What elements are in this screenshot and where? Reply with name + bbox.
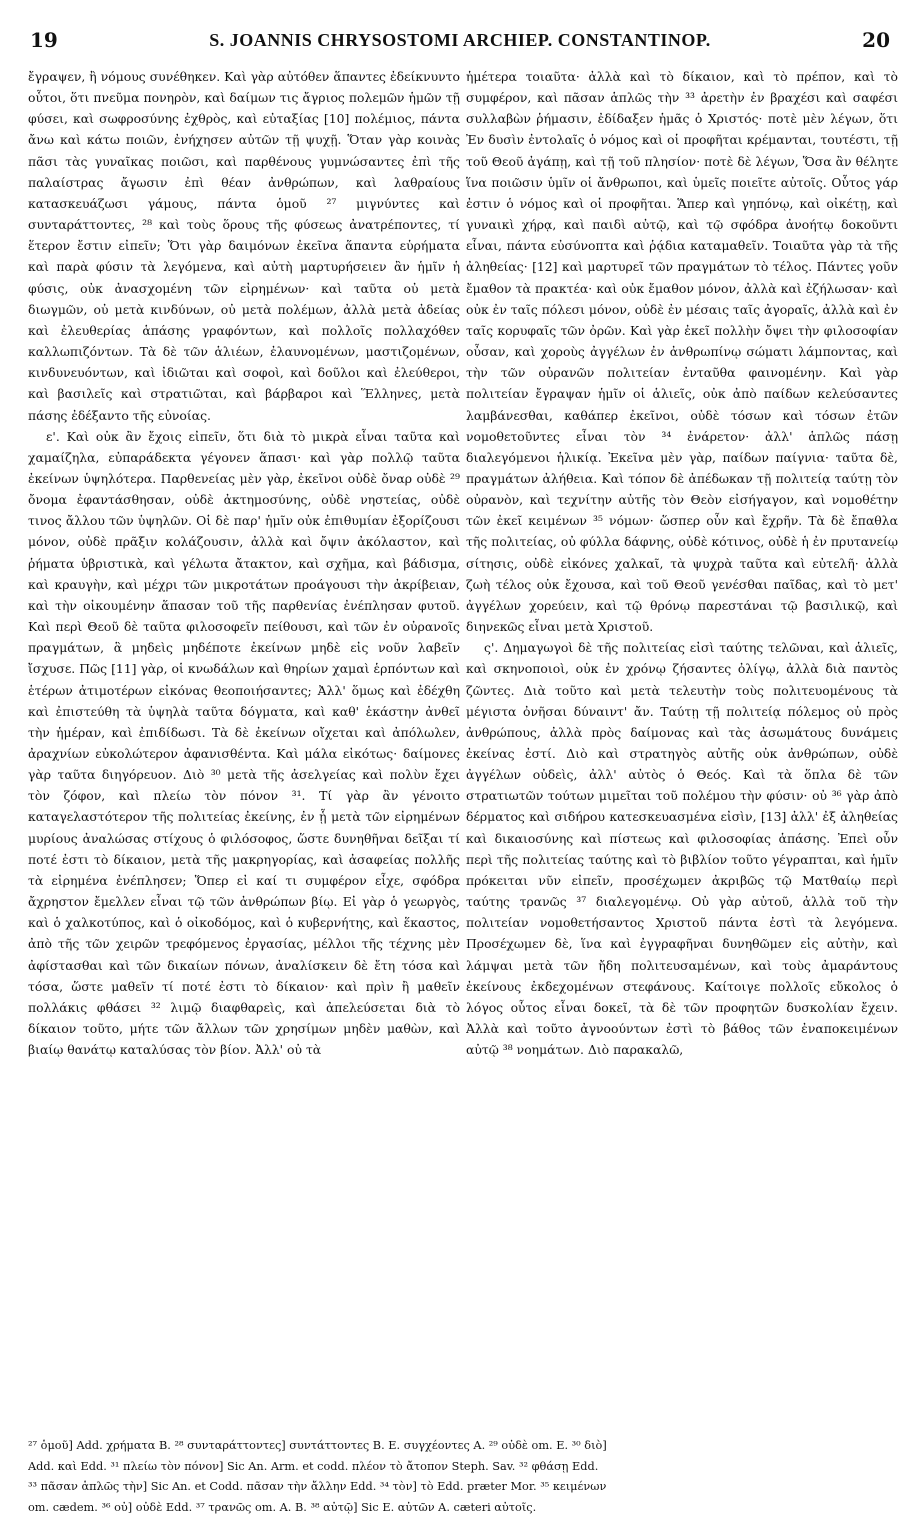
running-header: [30, 28, 890, 58]
footnote-line: ²⁷ ὁμοῦ] Add. χρήματα B. ²⁸ συνταράττοντες] συντάττοντες B. E. συγχέοντες A. ²⁹ οὐδὲ om. E. ³⁰ διὸ]: [28, 1439, 607, 1452]
right-page-number: 20: [862, 28, 890, 52]
left-page-number: 19: [30, 28, 58, 52]
footnotes: [28, 1436, 894, 1532]
footnote-line: ³³ πᾶσαν ἁπλῶς τὴν] Sic An. et Codd. πᾶσαν τὴν ἄλλην Edd. ³⁴ τὸν] τὸ Edd. præter Mor. ³⁵ κειμένων: [28, 1480, 607, 1493]
right-text-column: [466, 66, 898, 1432]
footnote-line: om. cædem. ³⁶ οὐ] οὐδὲ Edd. ³⁷ τρανῶς om. A. B. ³⁸ αὐτῷ] Sic E. αὐτῶν A. cæteri αὐτοῖς.: [28, 1500, 537, 1514]
paragraph: ς'. Δημαγωγοὶ δὲ τῆς πολιτείας εἰσὶ ταύτης τελῶναι, καὶ ἁλιεῖς, καὶ σκηνοποιοὶ, οὐκ ἐν χρόνῳ ζήσαντες ὀλίγῳ, ἀλλὰ διὰ παντὸς ζῶντες. Διὰ τοῦτο καὶ μετὰ τελευτὴν τοὺς πολιτευομένους τὰ μέγιστα ὀνῆσαι δύναιντ' ἄν. Ταύτῃ τῇ πολιτείᾳ πόλεμος οὐ πρὸς ἀνθρώπους, ἀλλὰ πρὸς δαίμονας καὶ τὰς ἀσωμάτους δυνάμεις ἐκείνας ἐστί. Διὸ καὶ στρατηγὸς αὐτῆς οὐκ ἀνθρώπων, οὐδὲ ἀγγέλων οὐδεὶς, ἀλλ' αὐτὸς ὁ Θεός. Καὶ τὰ ὅπλα δὲ τῶν στρατιωτῶν τούτων μιμεῖται τοῦ πολέμου τὴν φύσιν· οὐ ³⁶ γὰρ ἀπὸ δέρματος καὶ σιδήρου κατεσκευασμένα εἰσὶν, [13] ἀλλ' ἐξ ἀληθείας καὶ δικαιοσύνης καὶ πίστεως καὶ φιλοσοφίας ἁπάσης. Ἐπεὶ οὖν περὶ τῆς πολιτείας ταύτης καὶ τὸ βιβλίον τοῦτο γέγραπται, καὶ ἡμῖν πρόκειται νῦν εἰπεῖν, προσέχωμεν ἀκριβῶς τῷ Ματθαίῳ περὶ ταύτης τρανῶς ³⁷ διαλεγομένῳ. Οὐ γὰρ αὐτοῦ, ἀλλὰ τοῦ τὴν πολιτείαν νομοθετήσαντος Χριστοῦ πάντα ἐστὶ τὰ λεγόμενα. Προσέχωμεν δὲ, ἵνα καὶ ἐγγραφῆναι δυνηθῶμεν εἰς αὐτὴν, καὶ λάμψαι μετὰ τῶν ἤδη πολιτευσαμένων, καὶ τοὺς ἀμαράντους ἐκείνους ἐκδεχομένων στεφάνους. Καίτοιγε πολλοῖς εὔκολος ὁ λόγος οὗτος εἶναι δοκεῖ, τὰ δὲ τῶν προφητῶν δυσκολίαν ἔχειν. Ἀλλὰ καὶ τοῦτο ἀγνοούντων ἐστὶ τὸ βάθος τῶν ἐναποκειμένων αὐτῷ ³⁸ νοημάτων. Διὸ παρακαλῶ,: [466, 640, 898, 1058]
running-title: S. JOANNIS CHRYSOSTOMI ARCHIEP. CONSTANTINOP.: [209, 30, 711, 50]
footnote-line: Add. καὶ Edd. ³¹ πλείω τὸν πόνον] Sic An. Arm. et codd. πλέον τὸ ἄτοπον Steph. Sav. ³² φθάσῃ Edd.: [28, 1459, 599, 1473]
paragraph: ε'. Καὶ οὐκ ἂν ἔχοις εἰπεῖν, ὅτι διὰ τὸ μικρὰ εἶναι ταῦτα καὶ χαμαίζηλα, εὐπαράδεκτα γέγονεν ἅπασι· καὶ γὰρ πολλῷ ταῦτα ἐκείνων ὑψηλότερα. Παρθενείας μὲν γὰρ, ἐκεῖνοι οὐδὲ ὄναρ οὐδὲ ²⁹ ὄνομα ἐφαντάσθησαν, οὐδὲ ἀκτημοσύνης, οὐδὲ νηστείας, οὐδὲ τινος ἄλλου τῶν ὑψηλῶν. Οἱ δὲ παρ' ἡμῖν οὐκ ἐπιθυμίαν ἐξορίζουσι μόνον, οὐδὲ πρᾶξιν κολάζουσιν, ἀλλὰ καὶ ὄψιν ἀκόλαστον, καὶ ῥήματα ὑβριστικὰ, καὶ γέλωτα ἄτακτον, καὶ σχῆμα, καὶ βάδισμα, καὶ κραυγὴν, καὶ μέχρι τῶν μικροτάτων προάγουσι τὴν ἀκρίβειαν, καὶ τὴν οἰκουμένην ἅπασαν τοῦ τῆς παρθενίας ἐνέπλησαν φυτοῦ. Καὶ περὶ Θεοῦ δὲ ταῦτα φιλοσοφεῖν πείθουσι, καὶ τῶν ἐν οὐρανοῖς πραγμάτων, ἃ μηδεὶς μηδέποτε ἐκείνων μηδὲ εἰς νοῦν λαβεῖν ἴσχυσε. Πῶς [11] γὰρ, οἱ κνωδάλων καὶ θηρίων χαμαὶ ἑρπόντων καὶ ἑτέρων ἀτιμοτέρων εἰκόνας θεοποιήσαντες; Ἀλλ' ὅμως καὶ ἐδέχθη καὶ ἐπιστεύθη τὰ ὑψηλὰ ταῦτα δόγματα, καὶ καθ' ἑκάστην ἀνθεῖ τὴν ἡμέραν, καὶ ἐπιδίδωσι. Τὰ δὲ ἐκείνων οἴχεται καὶ ἀπόλωλεν, ἀραχνίων εὐκολώτερον ἀφανισθέντα. Καὶ μάλα εἰκότως· δαίμονες γὰρ ταῦτα διηγόρευον. Διὸ ³⁰ μετὰ τῆς ἀσελγείας καὶ πολὺν ἔχει τὸν ζόφον, καὶ πλείω τὸν πόνον ³¹. Τί γὰρ ἂν γένοιτο καταγελαστότερον τῆς πολιτείας ἐκείνης, ἐν ᾗ μετὰ τῶν εἰρημένων μυρίους ἀναλώσας στίχους ὁ φιλόσοφος, ὥστε δυνηθῆναι δεῖξαι τί ποτέ ἐστι τὸ δίκαιον, μετὰ τῆς μακρηγορίας, καὶ ἀσαφείας πολλῆς τὰ εἰρημένα ἐνέπλησεν; Ὅπερ εἰ καί τι συμφέρον εἶχε, σφόδρα ἄχρηστον ἔμελλεν εἶναι τῷ τῶν ἀνθρώπων βίῳ. Εἰ γὰρ ὁ γεωργὸς, καὶ ὁ χαλκοτύπος, καὶ ὁ οἰκοδόμος, καὶ ὁ κυβερνήτης, καὶ ἕκαστος, ἀπὸ τῆς τῶν χειρῶν τρεφόμενος ἐργασίας, μέλλοι τῆς τέχνης μὲν ἀφίστασθαι καὶ τῶν δικαίων πόνων, ἀναλίσκειν δὲ ἔτη τόσα καὶ τόσα, ὥστε μαθεῖν τί ποτέ ἐστι τὸ δίκαιον· καὶ πρὶν ἢ μαθεῖν πολλάκις φθάσει ³² λιμῷ διαφθαρεὶς, καὶ ἀπελεύσεται διὰ τὸ δίκαιον τοῦτο, μήτε τῶν ἄλλων τῶν χρησίμων μηδὲν μαθὼν, καὶ βιαίῳ θανάτῳ καταλύσας τὸν βίον. Ἀλλ' οὐ τὰ: [28, 428, 460, 1058]
paragraph: ἡμέτερα τοιαῦτα· ἀλλὰ καὶ τὸ δίκαιον, καὶ τὸ πρέπον, καὶ τὸ συμφέρον, καὶ πᾶσαν ἁπλῶς τὴν ³³ ἀρετὴν ἐν βραχέσι καὶ σαφέσι συλλαβὼν ῥήμασιν, ἐδίδαξεν ἡμᾶς ὁ Χριστός· ποτὲ μὲν λέγων, ὅτι Ἐν δυσὶν ἐντολαῖς ὁ νόμος καὶ οἱ προφῆται κρέμανται, τουτέστι, τῇ τοῦ Θεοῦ ἀγάπῃ, καὶ τῇ τοῦ πλησίον· ποτὲ δὲ λέγων, Ὅσα ἂν θέλητε ἵνα ποιῶσιν ὑμῖν οἱ ἄνθρωποι, καὶ ὑμεῖς ποιεῖτε αὐτοῖς. Οὗτος γάρ ἐστιν ὁ νόμος καὶ οἱ προφῆται. Ἅπερ καὶ γηπόνῳ, καὶ οἰκέτῃ, καὶ γυναικὶ χήρᾳ, καὶ παιδὶ αὐτῷ, καὶ τῷ σφόδρα ἀνοήτῳ δοκοῦντι εἶναι, πάντα εὐσύνοπτα καὶ ῥᾴδια καταμαθεῖν. Τοιαῦτα γὰρ τὰ τῆς ἀληθείας· [12] καὶ μαρτυρεῖ τῶν πραγμάτων τὸ τέλος. Πάντες γοῦν ἔμαθον τὰ πρακτέα· καὶ οὐκ ἔμαθον μόνον, ἀλλὰ καὶ ἐζήλωσαν· καὶ οὐκ ἐν ταῖς πόλεσι μόνον, οὐδὲ ἐν μέσαις ταῖς ἀγοραῖς, ἀλλὰ καὶ ἐν ταῖς κορυφαῖς τῶν ὀρῶν. Καὶ γὰρ ἐκεῖ πολλὴν ὄψει τὴν φιλοσοφίαν οὖσαν, καὶ χοροὺς ἀγγέλων ἐν ἀνθρωπίνῳ σώματι λάμποντας, καὶ τὴν τῶν οὐρανῶν πολιτείαν ἐνταῦθα φαινομένην. Καὶ γὰρ πολιτείαν ἔγραψαν ἡμῖν οἱ ἁλιεῖς, οὐκ ἀπὸ παίδων κελεύσαντες λαμβάνεσθαι, καθάπερ ἐκεῖνοι, οὐδὲ τόσων καὶ τόσων ἐτῶν νομοθετοῦντες εἶναι τὸν ³⁴ ἐνάρετον· ἀλλ' ἁπλῶς πάσῃ διαλεγόμενοι ἡλικίᾳ. Ἐκεῖνα μὲν γὰρ, παίδων παίγνια· ταῦτα δὲ, πραγμάτων ἀλήθεια. Καὶ τόπον δὲ ἀπέδωκαν τῇ πολιτείᾳ ταύτῃ τὸν οὐρανὸν, καὶ τεχνίτην αὐτῆς τὸν Θεὸν εἰσήγαγον, καὶ νομοθέτην τῶν ἐκεῖ κειμένων ³⁵ νόμων· ὥσπερ οὖν καὶ ἔχρῆν. Τὰ δὲ ἔπαθλα τῆς πολιτείας, οὐ φύλλα δάφνης, οὐδὲ κότινος, οὐδὲ ἡ ἐν πρυτανείῳ σίτησις, οὐδὲ εἰκόνες χαλκαῖ, τὰ ψυχρὰ ταῦτα καὶ εὐτελῆ· ἀλλὰ ζωὴ τέλος οὐκ ἔχουσα, καὶ τοῦ Θεοῦ γενέσθαι παῖδας, καὶ τὸ μετ' ἀγγέλων χορεύειν, καὶ τῷ θρόνῳ παρεστάναι τῷ βασιλικῷ, καὶ διηνεκῶς εἶναι μετὰ Χριστοῦ.: [466, 69, 898, 635]
paragraph: ἔγραψεν, ἢ νόμους συνέθηκεν. Καὶ γὰρ αὐτόθεν ἅπαντες ἐδείκνυντο οὗτοι, ὅτι πνεῦμα πονηρὸν, καὶ δαίμων τις ἄγριος πολεμῶν ἡμῶν τῇ φύσει, καὶ σωφροσύνης ἐχθρὸς, καὶ εὐταξίας [10] πολέμιος, πάντα ἄνω καὶ κάτω ποιῶν, ἐνήχησεν αὐτῶν τῇ ψυχῇ. Ὅταν γὰρ κοινὰς πᾶσι τὰς γυναῖκας ποιῶσι, καὶ παρθένους γυμνώσαντες ἐπὶ τῆς παλαίστρας ἄγωσιν ἐπὶ θέαν ἀνθρώπων, καὶ λαθραίους κατασκευάζωσι γάμους, πάντα ὁμοῦ ²⁷ μιγνύντες καὶ συνταράττοντες, ²⁸ καὶ τοὺς ὅρους τῆς φύσεως ἀνατρέποντες, τί ἕτερον ἔστιν εἰπεῖν; Ὅτι γὰρ δαιμόνων ἐκεῖνα ἅπαντα εὑρήματα καὶ παρὰ φύσιν τὰ λεγόμενα, καὶ αὐτὴ μαρτυρήσειεν ἂν ἡμῖν ἡ φύσις, οὐκ ἀνασχομένη τῶν εἰρημένων· καὶ ταῦτα οὐ μετὰ διωγμῶν, οὐ μετὰ κινδύνων, οὐ μετὰ πολέμων, ἀλλὰ μετὰ ἀδείας καὶ ἐλευθερίας ἁπάσης γραφόντων, καὶ πολλοῖς πολλαχόθεν καλλωπιζόντων. Τὰ δὲ τῶν ἁλιέων, ἐλαυνομένων, μαστιζομένων, κινδυνευόντων, καὶ ἰδιῶται καὶ σοφοὶ, καὶ δοῦλοι καὶ ἐλεύθεροι, καὶ βασιλεῖς καὶ στρατιῶται, καὶ βάρβαροι καὶ Ἕλληνες, μετὰ πάσης ἐδέξαντο τῆς εὐνοίας.: [28, 69, 460, 423]
left-text-column: [28, 66, 460, 1432]
